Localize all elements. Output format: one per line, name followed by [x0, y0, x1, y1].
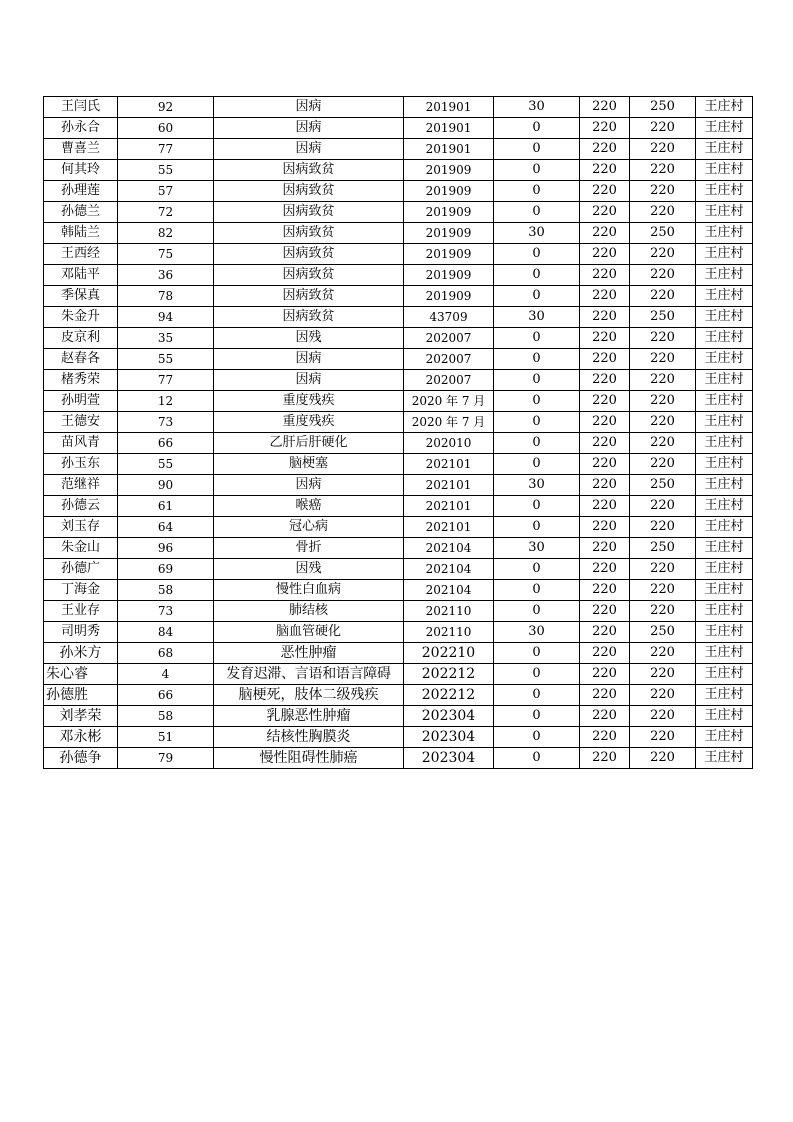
name-cell: 孙明萱 [44, 391, 118, 412]
age-cell: 73 [118, 601, 214, 622]
name-cell: 邓陆平 [44, 265, 118, 286]
extra-amount-cell: 0 [494, 118, 580, 139]
table-row [44, 580, 753, 601]
base-amount-cell: 220 [580, 202, 630, 223]
total-amount-cell: 250 [630, 538, 696, 559]
total-amount-cell: 220 [630, 265, 696, 286]
base-amount-cell: 220 [580, 370, 630, 391]
name-cell: 孙德争 [44, 748, 118, 769]
age-cell: 84 [118, 622, 214, 643]
village-cell: 王庄村 [696, 622, 753, 643]
extra-amount-cell: 30 [494, 475, 580, 496]
total-amount-cell: 220 [630, 244, 696, 265]
age-cell: 55 [118, 349, 214, 370]
name-cell: 孙米方 [44, 643, 118, 664]
village-cell: 王庄村 [696, 727, 753, 748]
extra-amount-cell: 0 [494, 244, 580, 265]
total-amount-cell: 220 [630, 181, 696, 202]
extra-amount-cell: 0 [494, 496, 580, 517]
table-row [44, 244, 753, 265]
village-cell: 王庄村 [696, 496, 753, 517]
age-cell: 94 [118, 307, 214, 328]
reason-cell: 脑梗塞 [214, 454, 404, 475]
total-amount-cell: 250 [630, 307, 696, 328]
date-cell: 202210 [404, 643, 494, 664]
name-cell: 邓永彬 [44, 727, 118, 748]
date-cell: 202110 [404, 622, 494, 643]
reason-cell: 慢性阻碍性肺癌 [214, 748, 404, 769]
base-amount-cell: 220 [580, 433, 630, 454]
age-cell: 66 [118, 685, 214, 706]
total-amount-cell: 220 [630, 454, 696, 475]
village-cell: 王庄村 [696, 97, 753, 118]
table-row [44, 706, 753, 727]
table-row [44, 160, 753, 181]
age-cell: 75 [118, 244, 214, 265]
date-cell: 202007 [404, 349, 494, 370]
name-cell: 曹喜兰 [44, 139, 118, 160]
date-cell: 201909 [404, 223, 494, 244]
name-cell: 王业存 [44, 601, 118, 622]
name-cell: 司明秀 [44, 622, 118, 643]
age-cell: 60 [118, 118, 214, 139]
total-amount-cell: 220 [630, 664, 696, 685]
table-row [44, 139, 753, 160]
reason-cell: 因病 [214, 97, 404, 118]
base-amount-cell: 220 [580, 475, 630, 496]
reason-cell: 因病致贫 [214, 244, 404, 265]
table-row [44, 223, 753, 244]
base-amount-cell: 220 [580, 307, 630, 328]
reason-cell: 因残 [214, 328, 404, 349]
date-cell: 202101 [404, 475, 494, 496]
date-cell: 202304 [404, 727, 494, 748]
age-cell: 77 [118, 139, 214, 160]
date-cell: 201909 [404, 265, 494, 286]
name-cell: 王德安 [44, 412, 118, 433]
table-row [44, 307, 753, 328]
base-amount-cell: 220 [580, 454, 630, 475]
name-cell: 苗风青 [44, 433, 118, 454]
name-cell: 何其玲 [44, 160, 118, 181]
total-amount-cell: 220 [630, 349, 696, 370]
extra-amount-cell: 0 [494, 391, 580, 412]
base-amount-cell: 220 [580, 748, 630, 769]
village-cell: 王庄村 [696, 286, 753, 307]
reason-cell: 因病致贫 [214, 202, 404, 223]
reason-cell: 因病致贫 [214, 223, 404, 244]
total-amount-cell: 220 [630, 370, 696, 391]
name-cell: 朱金升 [44, 307, 118, 328]
date-cell: 201909 [404, 202, 494, 223]
date-cell: 201909 [404, 181, 494, 202]
total-amount-cell: 220 [630, 727, 696, 748]
date-cell: 202101 [404, 454, 494, 475]
date-cell: 202304 [404, 748, 494, 769]
base-amount-cell: 220 [580, 265, 630, 286]
table-row [44, 181, 753, 202]
age-cell: 68 [118, 643, 214, 664]
age-cell: 90 [118, 475, 214, 496]
extra-amount-cell: 0 [494, 433, 580, 454]
reason-cell: 因病致贫 [214, 307, 404, 328]
reason-cell: 慢性白血病 [214, 580, 404, 601]
base-amount-cell: 220 [580, 622, 630, 643]
age-cell: 92 [118, 97, 214, 118]
reason-cell: 冠心病 [214, 517, 404, 538]
base-amount-cell: 220 [580, 286, 630, 307]
village-cell: 王庄村 [696, 433, 753, 454]
total-amount-cell: 220 [630, 559, 696, 580]
village-cell: 王庄村 [696, 517, 753, 538]
date-cell: 201909 [404, 286, 494, 307]
age-cell: 69 [118, 559, 214, 580]
village-cell: 王庄村 [696, 664, 753, 685]
total-amount-cell: 250 [630, 622, 696, 643]
date-cell: 202304 [404, 706, 494, 727]
reason-cell: 因病 [214, 475, 404, 496]
total-amount-cell: 250 [630, 223, 696, 244]
village-cell: 王庄村 [696, 118, 753, 139]
date-cell: 202104 [404, 559, 494, 580]
total-amount-cell: 220 [630, 601, 696, 622]
reason-cell: 脑梗死，肢体二级残疾 [214, 685, 404, 706]
name-cell: 赵春各 [44, 349, 118, 370]
total-amount-cell: 220 [630, 706, 696, 727]
reason-cell: 喉癌 [214, 496, 404, 517]
total-amount-cell: 220 [630, 328, 696, 349]
extra-amount-cell: 0 [494, 685, 580, 706]
extra-amount-cell: 0 [494, 517, 580, 538]
date-cell: 202104 [404, 580, 494, 601]
name-cell: 季保真 [44, 286, 118, 307]
base-amount-cell: 220 [580, 496, 630, 517]
beneficiary-table [43, 96, 753, 769]
age-cell: 72 [118, 202, 214, 223]
base-amount-cell: 220 [580, 328, 630, 349]
reason-cell: 因病致贫 [214, 160, 404, 181]
village-cell: 王庄村 [696, 265, 753, 286]
extra-amount-cell: 0 [494, 748, 580, 769]
village-cell: 王庄村 [696, 391, 753, 412]
extra-amount-cell: 0 [494, 643, 580, 664]
base-amount-cell: 220 [580, 223, 630, 244]
age-cell: 96 [118, 538, 214, 559]
name-cell: 朱金山 [44, 538, 118, 559]
village-cell: 王庄村 [696, 643, 753, 664]
village-cell: 王庄村 [696, 580, 753, 601]
village-cell: 王庄村 [696, 223, 753, 244]
village-cell: 王庄村 [696, 412, 753, 433]
extra-amount-cell: 0 [494, 412, 580, 433]
name-cell: 孙德云 [44, 496, 118, 517]
village-cell: 王庄村 [696, 160, 753, 181]
total-amount-cell: 220 [630, 433, 696, 454]
village-cell: 王庄村 [696, 139, 753, 160]
date-cell: 43709 [404, 307, 494, 328]
reason-cell: 肺结核 [214, 601, 404, 622]
age-cell: 36 [118, 265, 214, 286]
age-cell: 57 [118, 181, 214, 202]
reason-cell: 因病 [214, 139, 404, 160]
date-cell: 202007 [404, 370, 494, 391]
reason-cell: 结核性胸膜炎 [214, 727, 404, 748]
extra-amount-cell: 0 [494, 559, 580, 580]
village-cell: 王庄村 [696, 454, 753, 475]
base-amount-cell: 220 [580, 139, 630, 160]
village-cell: 王庄村 [696, 307, 753, 328]
extra-amount-cell: 0 [494, 139, 580, 160]
name-cell: 孙德广 [44, 559, 118, 580]
date-cell: 202007 [404, 328, 494, 349]
base-amount-cell: 220 [580, 559, 630, 580]
date-cell: 202101 [404, 517, 494, 538]
table-row [44, 412, 753, 433]
extra-amount-cell: 0 [494, 580, 580, 601]
date-cell: 201901 [404, 118, 494, 139]
age-cell: 82 [118, 223, 214, 244]
extra-amount-cell: 30 [494, 223, 580, 244]
reason-cell: 因病 [214, 118, 404, 139]
table-row [44, 475, 753, 496]
age-cell: 58 [118, 706, 214, 727]
total-amount-cell: 220 [630, 580, 696, 601]
reason-cell: 因病致贫 [214, 265, 404, 286]
age-cell: 73 [118, 412, 214, 433]
total-amount-cell: 220 [630, 391, 696, 412]
base-amount-cell: 220 [580, 580, 630, 601]
age-cell: 35 [118, 328, 214, 349]
base-amount-cell: 220 [580, 97, 630, 118]
base-amount-cell: 220 [580, 601, 630, 622]
village-cell: 王庄村 [696, 748, 753, 769]
extra-amount-cell: 0 [494, 727, 580, 748]
reason-cell: 乳腺恶性肿瘤 [214, 706, 404, 727]
total-amount-cell: 220 [630, 748, 696, 769]
village-cell: 王庄村 [696, 202, 753, 223]
base-amount-cell: 220 [580, 181, 630, 202]
name-cell: 刘玉存 [44, 517, 118, 538]
name-cell: 韩陆兰 [44, 223, 118, 244]
total-amount-cell: 220 [630, 643, 696, 664]
reason-cell: 骨折 [214, 538, 404, 559]
base-amount-cell: 220 [580, 160, 630, 181]
total-amount-cell: 220 [630, 160, 696, 181]
reason-cell: 乙肝后肝硬化 [214, 433, 404, 454]
table-row [44, 643, 753, 664]
table-row [44, 454, 753, 475]
reason-cell: 发育迟滞、言语和语言障碍 [214, 664, 404, 685]
name-cell: 皮京利 [44, 328, 118, 349]
age-cell: 78 [118, 286, 214, 307]
village-cell: 王庄村 [696, 370, 753, 391]
name-cell: 孙德兰 [44, 202, 118, 223]
date-cell: 201909 [404, 160, 494, 181]
table-row [44, 391, 753, 412]
table-row [44, 748, 753, 769]
age-cell: 64 [118, 517, 214, 538]
village-cell: 王庄村 [696, 538, 753, 559]
extra-amount-cell: 30 [494, 622, 580, 643]
date-cell: 2020 年 7 月 [404, 412, 494, 433]
extra-amount-cell: 0 [494, 706, 580, 727]
village-cell: 王庄村 [696, 349, 753, 370]
table-row [44, 370, 753, 391]
extra-amount-cell: 0 [494, 370, 580, 391]
age-cell: 58 [118, 580, 214, 601]
table-row [44, 97, 753, 118]
reason-cell: 因病 [214, 370, 404, 391]
total-amount-cell: 220 [630, 202, 696, 223]
date-cell: 201901 [404, 97, 494, 118]
table-row [44, 286, 753, 307]
age-cell: 12 [118, 391, 214, 412]
table-row [44, 685, 753, 706]
name-cell: 孙永合 [44, 118, 118, 139]
name-cell: 孙理莲 [44, 181, 118, 202]
base-amount-cell: 220 [580, 517, 630, 538]
date-cell: 202212 [404, 664, 494, 685]
table-row [44, 727, 753, 748]
extra-amount-cell: 0 [494, 286, 580, 307]
table-body [44, 97, 753, 769]
base-amount-cell: 220 [580, 664, 630, 685]
extra-amount-cell: 30 [494, 97, 580, 118]
base-amount-cell: 220 [580, 391, 630, 412]
total-amount-cell: 220 [630, 139, 696, 160]
name-cell: 丁海金 [44, 580, 118, 601]
village-cell: 王庄村 [696, 475, 753, 496]
village-cell: 王庄村 [696, 706, 753, 727]
village-cell: 王庄村 [696, 601, 753, 622]
reason-cell: 因病致贫 [214, 181, 404, 202]
table-row [44, 496, 753, 517]
name-cell: 范继祥 [44, 475, 118, 496]
village-cell: 王庄村 [696, 181, 753, 202]
base-amount-cell: 220 [580, 685, 630, 706]
table-row [44, 118, 753, 139]
date-cell: 202104 [404, 538, 494, 559]
age-cell: 51 [118, 727, 214, 748]
village-cell: 王庄村 [696, 559, 753, 580]
reason-cell: 恶性肿瘤 [214, 643, 404, 664]
base-amount-cell: 220 [580, 643, 630, 664]
extra-amount-cell: 0 [494, 160, 580, 181]
name-cell: 楮秀荣 [44, 370, 118, 391]
document-sheet [43, 96, 753, 769]
reason-cell: 因病 [214, 349, 404, 370]
total-amount-cell: 220 [630, 496, 696, 517]
name-cell: 王西经 [44, 244, 118, 265]
base-amount-cell: 220 [580, 727, 630, 748]
table-row [44, 328, 753, 349]
reason-cell: 重度残疾 [214, 412, 404, 433]
reason-cell: 重度残疾 [214, 391, 404, 412]
total-amount-cell: 220 [630, 118, 696, 139]
extra-amount-cell: 0 [494, 328, 580, 349]
base-amount-cell: 220 [580, 538, 630, 559]
table-row [44, 265, 753, 286]
age-cell: 66 [118, 433, 214, 454]
total-amount-cell: 220 [630, 517, 696, 538]
extra-amount-cell: 0 [494, 664, 580, 685]
age-cell: 61 [118, 496, 214, 517]
date-cell: 202110 [404, 601, 494, 622]
total-amount-cell: 250 [630, 97, 696, 118]
base-amount-cell: 220 [580, 706, 630, 727]
name-cell: 朱心睿 [44, 664, 118, 685]
base-amount-cell: 220 [580, 412, 630, 433]
extra-amount-cell: 0 [494, 349, 580, 370]
extra-amount-cell: 0 [494, 454, 580, 475]
date-cell: 2020 年 7 月 [404, 391, 494, 412]
name-cell: 孙玉东 [44, 454, 118, 475]
name-cell: 王闫氏 [44, 97, 118, 118]
name-cell: 孙德胜 [44, 685, 118, 706]
age-cell: 79 [118, 748, 214, 769]
base-amount-cell: 220 [580, 349, 630, 370]
name-cell: 刘孝荣 [44, 706, 118, 727]
date-cell: 201909 [404, 244, 494, 265]
table-row [44, 601, 753, 622]
total-amount-cell: 220 [630, 412, 696, 433]
extra-amount-cell: 30 [494, 538, 580, 559]
village-cell: 王庄村 [696, 244, 753, 265]
extra-amount-cell: 30 [494, 307, 580, 328]
age-cell: 55 [118, 454, 214, 475]
table-row [44, 538, 753, 559]
extra-amount-cell: 0 [494, 601, 580, 622]
date-cell: 202101 [404, 496, 494, 517]
total-amount-cell: 250 [630, 475, 696, 496]
age-cell: 55 [118, 160, 214, 181]
reason-cell: 因残 [214, 559, 404, 580]
total-amount-cell: 220 [630, 685, 696, 706]
base-amount-cell: 220 [580, 118, 630, 139]
reason-cell: 脑血管硬化 [214, 622, 404, 643]
table-row [44, 433, 753, 454]
date-cell: 202212 [404, 685, 494, 706]
age-cell: 77 [118, 370, 214, 391]
total-amount-cell: 220 [630, 286, 696, 307]
table-row [44, 517, 753, 538]
extra-amount-cell: 0 [494, 265, 580, 286]
table-row [44, 349, 753, 370]
table-row [44, 559, 753, 580]
village-cell: 王庄村 [696, 328, 753, 349]
village-cell: 王庄村 [696, 685, 753, 706]
base-amount-cell: 220 [580, 244, 630, 265]
table-row [44, 202, 753, 223]
extra-amount-cell: 0 [494, 202, 580, 223]
table-row [44, 622, 753, 643]
table-row [44, 664, 753, 685]
age-cell: 4 [118, 664, 214, 685]
date-cell: 202010 [404, 433, 494, 454]
reason-cell: 因病致贫 [214, 286, 404, 307]
extra-amount-cell: 0 [494, 181, 580, 202]
date-cell: 201901 [404, 139, 494, 160]
